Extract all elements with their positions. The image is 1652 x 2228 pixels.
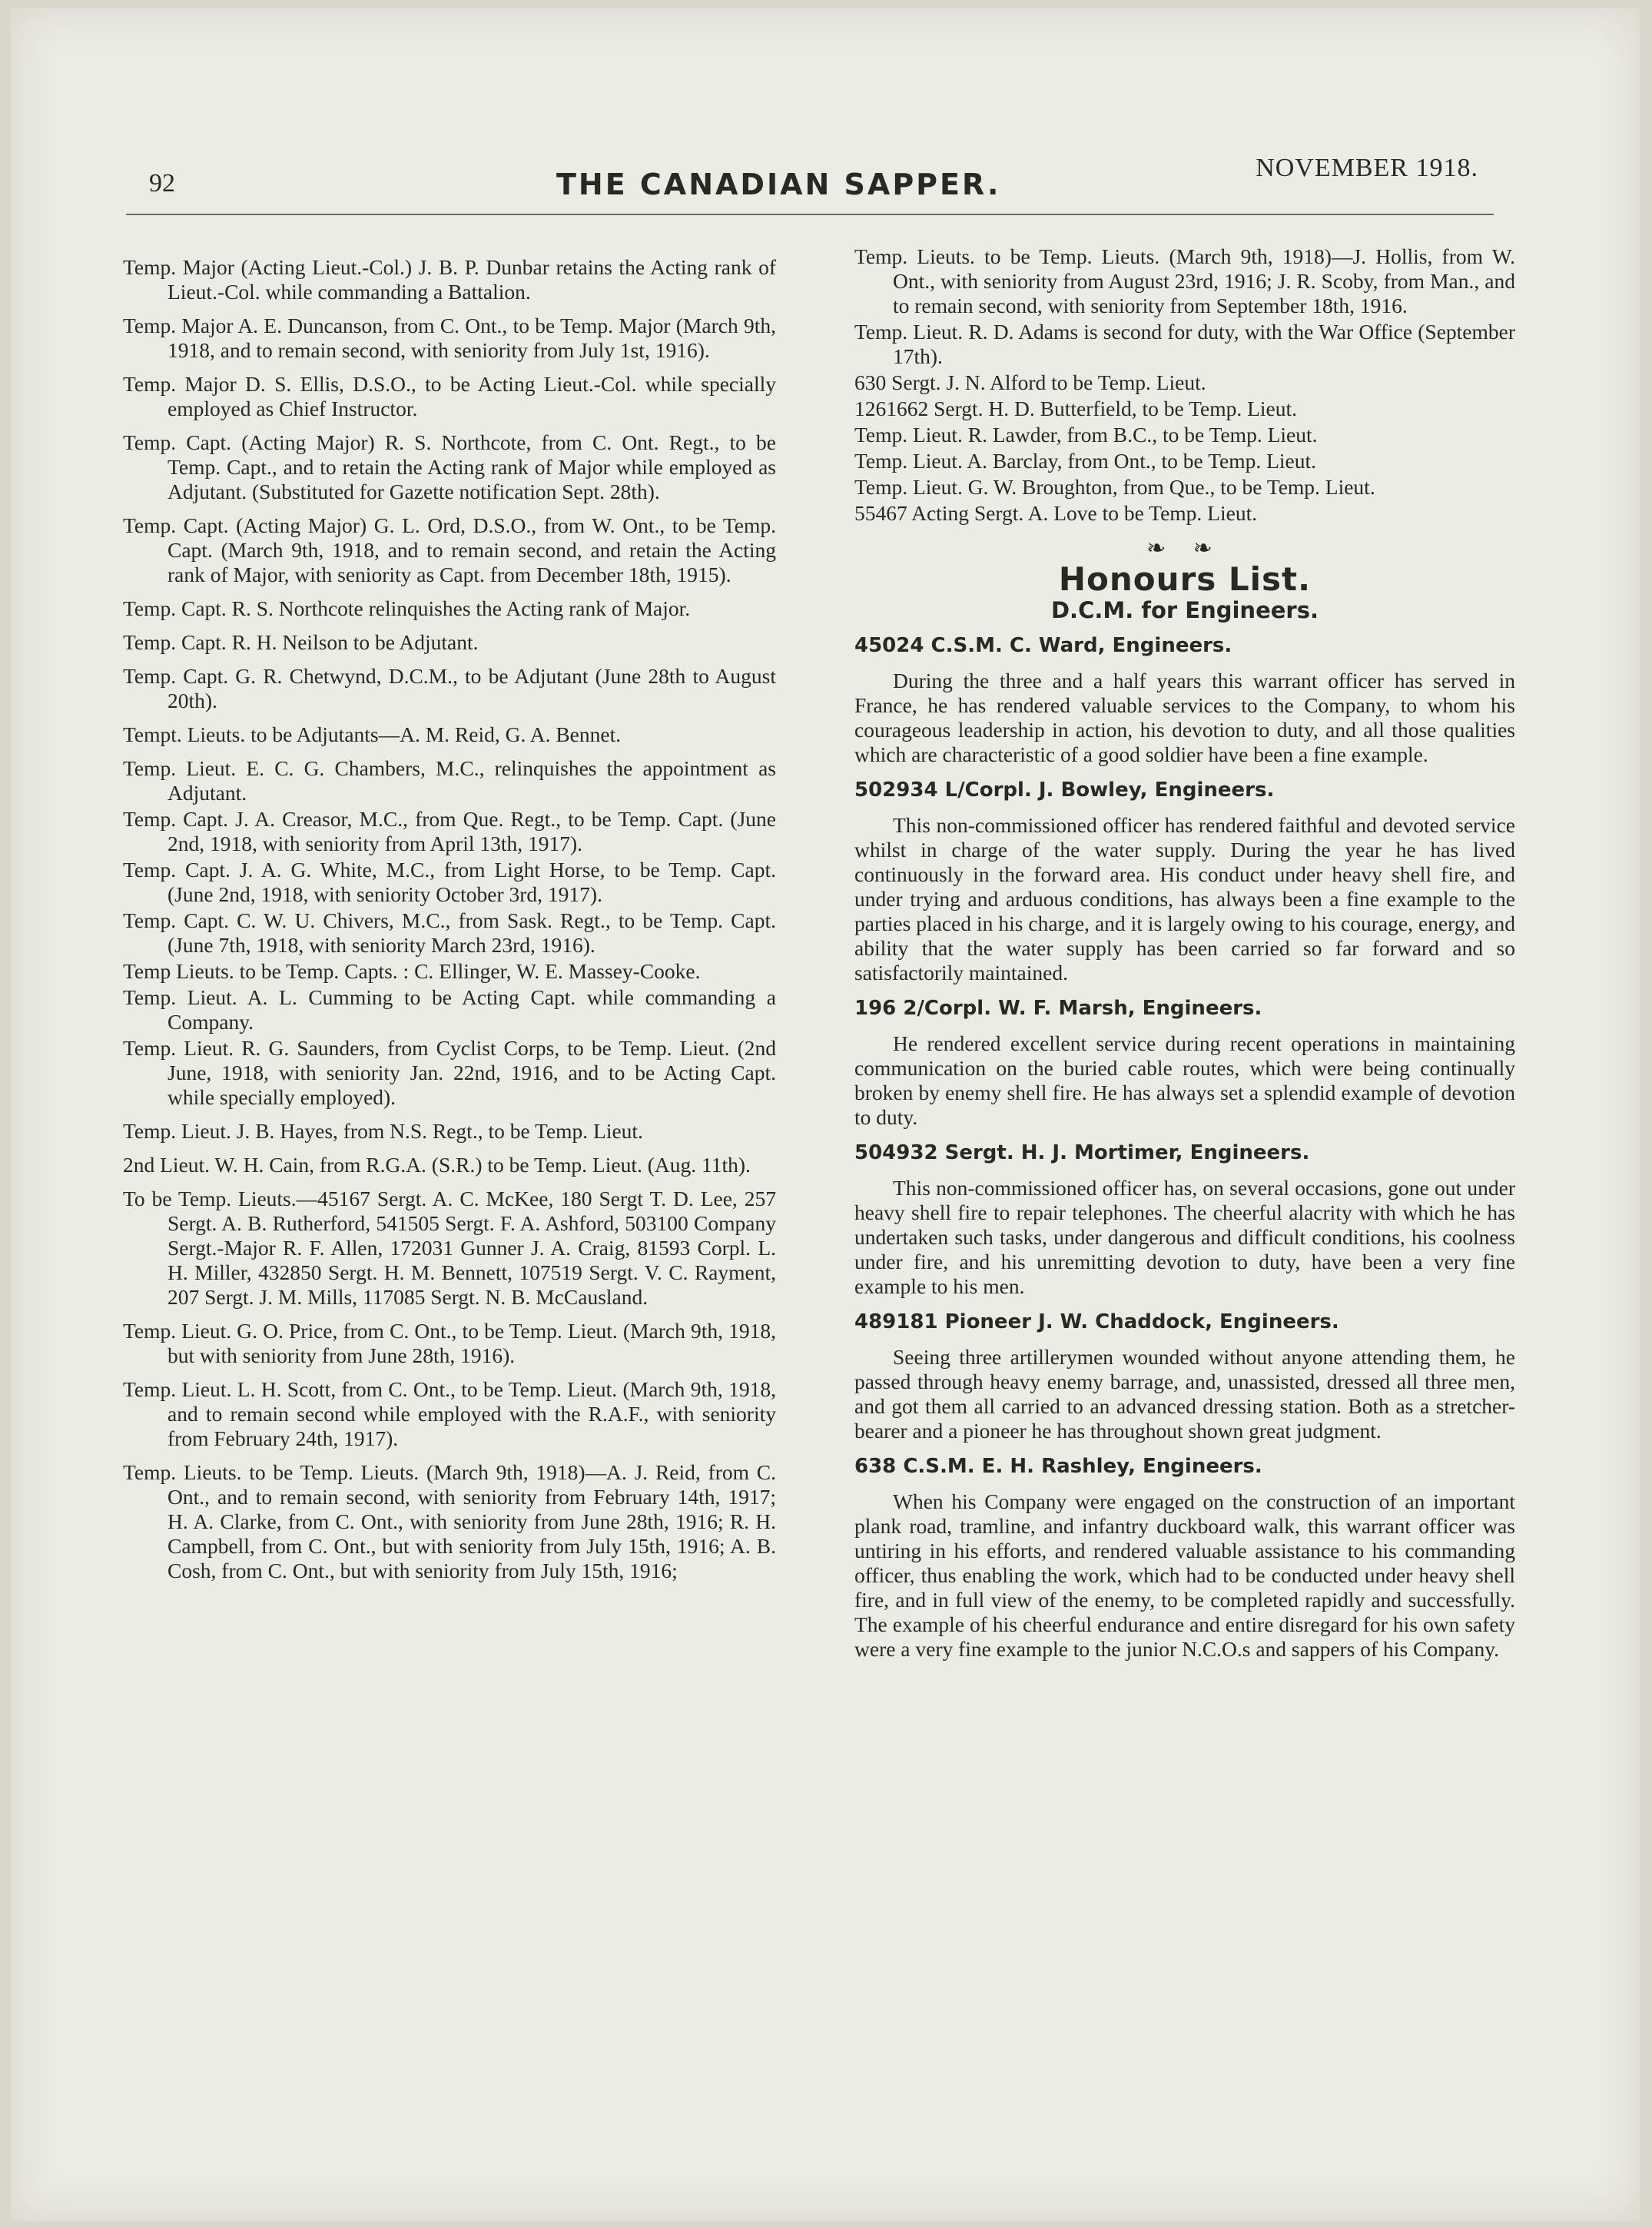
issue-date: NOVEMBER 1918. bbox=[1256, 154, 1478, 182]
gazette-entry: Temp. Capt. (Acting Major) G. L. Ord, D.S.O., from W. Ont., to be Temp. Capt. (March 9th, 1918, and to remain second, and retain the Acting rank of Major, with seniority as Capt. from December 18th, 1915). bbox=[123, 513, 776, 586]
right-column bbox=[854, 244, 1515, 1662]
award-entry bbox=[854, 996, 1515, 1130]
gazette-entry: 55467 Acting Sergt. A. Love to be Temp. Lieut. bbox=[854, 501, 1258, 525]
honours-list-title: Honours List. bbox=[1058, 560, 1312, 598]
award-entry bbox=[854, 1454, 1515, 1662]
gazette-entry: Temp. Lieut. R. G. Saunders, from Cyclist Corps, to be Temp. Lieut. (2nd June, 1918, with seniority Jan. 22nd, 1916, and to be Acting Capt. while specially employed). bbox=[123, 1036, 776, 1109]
award-entry bbox=[854, 1310, 1515, 1443]
gazette-entry: To be Temp. Lieuts.—45167 Sergt. A. C. McKee, 180 Sergt T. D. Lee, 257 Sergt. A. B. Rutherford, 541505 Sergt. F. A. Ashford, 503100 Company Sergt.-Major R. F. Allen, 172031 Gunner J. A. Craig, 81593 Corpl. L. H. Miller, 432850 Sergt. H. M. Bennett, 107519 Sergt. V. C. Rayment, 207 Sergt. J. M. Mills, 117085 Sergt. N. B. McCausland. bbox=[123, 1187, 776, 1309]
gazette-entry: Tempt. Lieuts. to be Adjutants—A. M. Reid, G. A. Bennet. bbox=[123, 722, 622, 746]
gazette-entry: Temp. Lieuts. to be Temp. Lieuts. (March 9th, 1918)—J. Hollis, from W. Ont., with seniority from August 23rd, 1916; J. R. Scoby, from Man., and to remain second, with seniority from September 18th, 1916. bbox=[854, 244, 1515, 317]
journal-title: THE CANADIAN SAPPER. bbox=[556, 168, 1001, 201]
fleuron-ornament: ❧ ❧ bbox=[1146, 536, 1223, 561]
award-heading: 45024 C.S.M. C. Ward, Engineers. bbox=[854, 634, 1232, 657]
left-column bbox=[123, 255, 776, 1592]
award-heading: 489181 Pioneer J. W. Chaddock, Engineers. bbox=[854, 1310, 1339, 1333]
gazette-entry: Temp. Capt. C. W. U. Chivers, M.C., from Sask. Regt., to be Temp. Capt. (June 7th, 1918, with seniority March 23rd, 1916). bbox=[123, 908, 776, 957]
award-heading: 504932 Sergt. H. J. Mortimer, Engineers. bbox=[854, 1141, 1310, 1164]
page-header bbox=[126, 154, 1494, 208]
magazine-page bbox=[11, 8, 1640, 2221]
award-entry bbox=[854, 778, 1515, 985]
gazette-entry: Temp. Lieut. J. B. Hayes, from N.S. Regt., to be Temp. Lieut. bbox=[123, 1119, 643, 1143]
gazette-entry: Temp. Capt. R. S. Northcote relinquishes the Acting rank of Major. bbox=[123, 596, 691, 620]
page-number: 92 bbox=[149, 169, 175, 198]
award-citation: This non-commissioned officer has, on several occasions, gone out under heavy shell fire to repair telephones. The cheerful alacrity with which he has undertaken such tasks, under dangerous and difficult conditions, his coolness under fire, and his unremitting devotion to duty, have been a very fine example to his men. bbox=[854, 1176, 1515, 1298]
gazette-entry: Temp. Lieut. R. D. Adams is second for duty, with the War Office (September 17th). bbox=[854, 320, 1515, 368]
honours-subtitle: D.C.M. for Engineers. bbox=[1050, 597, 1319, 623]
gazette-entry: Temp Lieuts. to be Temp. Capts. : C. Ellinger, W. E. Massey-Cooke. bbox=[123, 959, 701, 983]
gazette-entry: Temp. Lieut. L. H. Scott, from C. Ont., to be Temp. Lieut. (March 9th, 1918, and to remain second while employed with the R.A.F., with seniority from February 24th, 1917). bbox=[123, 1377, 776, 1450]
award-entry bbox=[854, 1141, 1515, 1299]
gazette-entry: Temp. Lieuts. to be Temp. Lieuts. (March 9th, 1918)—A. J. Reid, from C. Ont., and to remain second, with seniority from February 14th, 1917; H. A. Clarke, from C. Ont., with seniority from June 28th, 1916; R. H. Campbell, from C. Ont., but with seniority from July 15th, 1916; A. B. Cosh, from C. Ont., but with seniority from July 15th, 1916; bbox=[123, 1460, 776, 1582]
gazette-entry: Temp. Lieut. G. W. Broughton, from Que., to be Temp. Lieut. bbox=[854, 475, 1375, 499]
gazette-entry: Temp. Major A. E. Duncanson, from C. Ont., to be Temp. Major (March 9th, 1918, and to remain second, with seniority from July 1st, 1916). bbox=[123, 314, 776, 362]
award-citation: During the three and a half years this warrant officer has served in France, he has rendered valuable services to the Company, to whom his courageous leadership in action, his devotion to duty, and all those qualities which are characteristic of a good soldier have been a fine example. bbox=[854, 669, 1515, 766]
award-citation: Seeing three artillerymen wounded without anyone attending them, he passed through heavy enemy barrage, and, unassisted, dressed all three men, and got them all carried to an advanced dressing station. Both as a stretcher-bearer and a pioneer he has throughout shown great judgment. bbox=[854, 1345, 1515, 1443]
award-heading: 638 C.S.M. E. H. Rashley, Engineers. bbox=[854, 1455, 1262, 1478]
gazette-entry: 1261662 Sergt. H. D. Butterfield, to be Temp. Lieut. bbox=[854, 397, 1298, 420]
gazette-entry: Temp. Capt. J. A. Creasor, M.C., from Que. Regt., to be Temp. Capt. (June 2nd, 1918, with seniority from April 13th, 1917). bbox=[123, 807, 776, 855]
gazette-entry: Temp. Major D. S. Ellis, D.S.O., to be Acting Lieut.-Col. while specially employed as Chief Instructor. bbox=[123, 372, 776, 420]
gazette-entry: 2nd Lieut. W. H. Cain, from R.G.A. (S.R.) to be Temp. Lieut. (Aug. 11th). bbox=[123, 1153, 751, 1177]
gazette-entry: Temp. Major (Acting Lieut.-Col.) J. B. P. Dunbar retains the Acting rank of Lieut.-Col. while commanding a Battalion. bbox=[123, 255, 776, 304]
gazette-entry: Temp. Capt. G. R. Chetwynd, D.C.M., to be Adjutant (June 28th to August 20th). bbox=[123, 664, 776, 712]
gazette-entry: 630 Sergt. J. N. Alford to be Temp. Lieut. bbox=[854, 370, 1206, 394]
award-citation: This non-commissioned officer has rendered faithful and devoted service whilst in charge of the water supply. During the year he has lived continuously in the forward area. His conduct under heavy shell fire, and under trying and arduous conditions, has always been a fine example to the parties placed in his charge, and it is largely owing to his courage, energy, and ability that the water supply has been carried so far forward and so satisfactorily maintained. bbox=[854, 813, 1515, 985]
gazette-entry: Temp. Lieut. A. L. Cumming to be Acting Capt. while commanding a Company. bbox=[123, 985, 776, 1034]
gazette-entry: Temp. Lieut. E. C. G. Chambers, M.C., relinquishes the appointment as Adjutant. bbox=[123, 756, 776, 805]
gazette-entry: Temp. Lieut. G. O. Price, from C. Ont., to be Temp. Lieut. (March 9th, 1918, but with seniority from June 28th, 1916). bbox=[123, 1319, 776, 1367]
award-citation: When his Company were engaged on the construction of an important plank road, tramline, and infantry duckboard walk, this warrant officer was untiring in his efforts, and rendered valuable assistance to his commanding officer, thus enabling the work, which had to be conducted under heavy shell fire, and in full view of the enemy, to be completed rapidly and successfully. The example of his cheerful endurance and entire disregard for his own safety were a very fine example to the junior N.C.O.s and sappers of his Company. bbox=[854, 1489, 1515, 1661]
award-heading: 502934 L/Corpl. J. Bowley, Engineers. bbox=[854, 779, 1275, 802]
header-rule bbox=[126, 214, 1494, 215]
gazette-entry: Temp. Capt. J. A. G. White, M.C., from Light Horse, to be Temp. Capt. (June 2nd, 1918, with seniority October 3rd, 1917). bbox=[123, 858, 776, 906]
award-citation: He rendered excellent service during recent operations in maintaining communication on the buried cable routes, which were being continually broken by enemy shell fire. He has always set a splendid example of devotion to duty. bbox=[854, 1031, 1515, 1129]
gazette-entry: Temp. Capt. R. H. Neilson to be Adjutant. bbox=[123, 630, 479, 654]
award-heading: 196 2/Corpl. W. F. Marsh, Engineers. bbox=[854, 997, 1262, 1020]
gazette-entry: Temp. Lieut. R. Lawder, from B.C., to be Temp. Lieut. bbox=[854, 423, 1318, 447]
gazette-entry: Temp. Lieut. A. Barclay, from Ont., to be Temp. Lieut. bbox=[854, 449, 1317, 473]
gazette-entry: Temp. Capt. (Acting Major) R. S. Northcote, from C. Ont. Regt., to be Temp. Capt., and to retain the Acting rank of Major while employed as Adjutant. (Substituted for Gazette notification Sept. 28th). bbox=[123, 430, 776, 503]
award-entry bbox=[854, 633, 1515, 767]
